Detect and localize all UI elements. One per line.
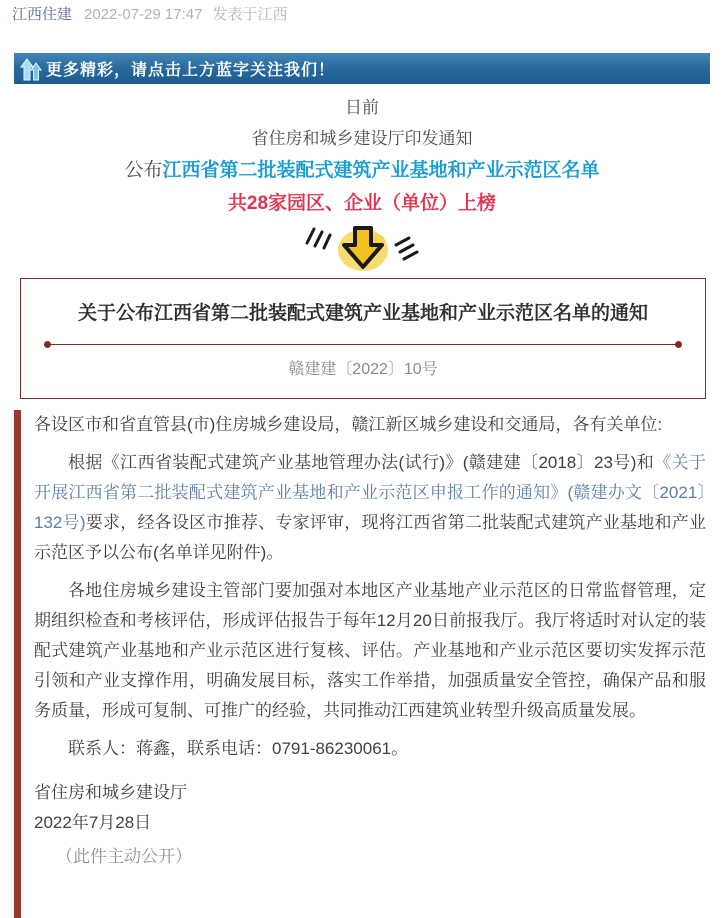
- publish-location: 发表于江西: [212, 6, 288, 23]
- down-arrow-divider: [0, 221, 724, 278]
- intro-line-3-prefix: 公布: [124, 160, 163, 181]
- contact-line: 联系人：蒋鑫，联系电话：0791-86230061。: [68, 739, 409, 758]
- paragraph-basis-suffix: 要求，经各设区市推荐、专家评审，现将江西省第二批装配式建筑产业基地和产业示范区予以公布(名单详见附件)。: [34, 513, 706, 562]
- follow-banner-text: 更多精彩，请点击上方蓝字关注我们！: [46, 62, 336, 79]
- double-up-arrow-icon: [19, 56, 43, 82]
- letter-body: [14, 410, 706, 918]
- divider-dot-left: [44, 341, 51, 348]
- intro-line-2: 省住房和城乡建设厅印发通知: [251, 129, 473, 148]
- document-number: 赣建建〔2022〕10号: [288, 361, 438, 378]
- intro-line-4: 共28家园区、企业（单位）上榜: [227, 193, 497, 214]
- notice-divider: [45, 344, 681, 345]
- signature-date: 2022年7月28日: [34, 813, 152, 832]
- notice-title: 关于公布江西省第二批装配式建筑产业基地和产业示范区名单的通知: [77, 303, 648, 324]
- salutation: 各设区市和省直管县(市)住房城乡建设局，赣江新区城乡建设和交通局，各有关单位:: [34, 415, 663, 434]
- paragraph-basis-prefix: 根据《江西省装配式建筑产业基地管理办法(试行)》(赣建建〔2018〕23号)和: [68, 453, 655, 472]
- signature-org: 省住房和城乡建设厅: [34, 783, 187, 802]
- referenced-notice-link[interactable]: 《关于开展江西省第二批装配式建筑产业基地和产业示范区申报工作的通知》(赣建办文〔2021〕132号): [34, 453, 707, 532]
- down-arrow-icon: [252, 221, 472, 278]
- divider-dot-right: [675, 341, 682, 348]
- clipped-bottom-text: （此件主动公开）: [56, 847, 192, 866]
- paragraph-requirements: 各地住房城乡建设主管部门要加强对本地区产业基地产业示范区的日常监督管理，定期组织检查和考核评估，形成评估报告于每年12月20日前报我厅。我厅将适时对认定的装配式建筑产业基地和产业示范区进行复核、评估。产业基地和产业示范区要切实发挥示范引领和产业支撑作用，明确发展目标，落实工作举措，加强质量安全管控，确保产品和服务质量，形成可复制、可推广的经验，共同推动江西建筑业转型升级高质量发展。: [34, 581, 706, 720]
- intro-block: [0, 93, 724, 220]
- intro-line-3-highlight: 江西省第二批装配式建筑产业基地和产业示范区名单: [162, 160, 600, 181]
- publish-timestamp: 2022-07-29 17:47: [84, 6, 203, 23]
- account-name-link[interactable]: 江西住建: [12, 6, 73, 23]
- article-meta-header: [0, 0, 724, 26]
- follow-us-banner[interactable]: [14, 53, 710, 84]
- paragraph-basis: [34, 448, 706, 568]
- intro-line-3: [0, 154, 724, 187]
- intro-line-1: 日前: [345, 98, 379, 117]
- notice-title-box: [20, 278, 706, 399]
